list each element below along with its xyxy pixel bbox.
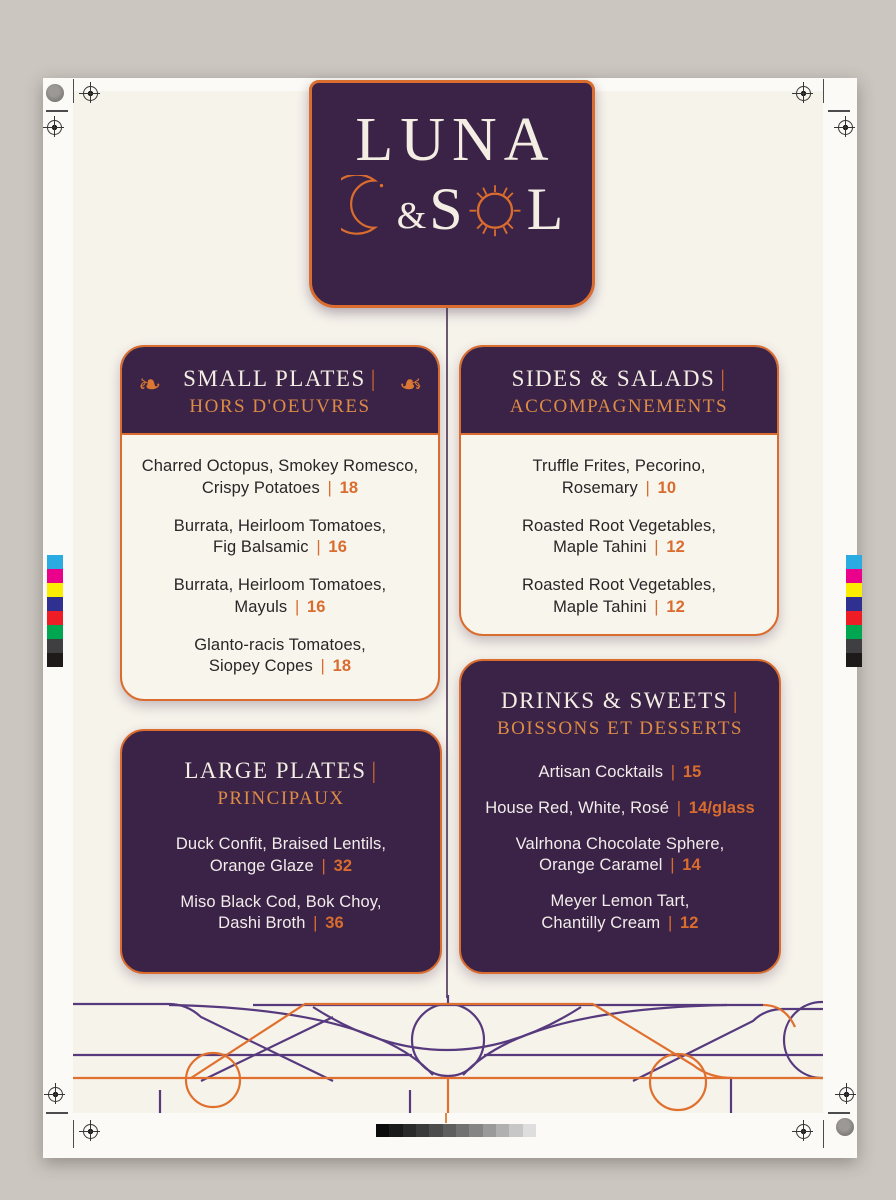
registration-mark-icon <box>796 1124 811 1139</box>
calibration-swatch <box>846 555 862 569</box>
ink-dot-mark <box>46 84 64 102</box>
logo-letter-s: S <box>429 176 463 242</box>
price-divider: | <box>322 478 337 497</box>
color-calibration-bar <box>846 555 862 667</box>
menu-item: Burrata, Heirloom Tomatoes, Fig Balsamic | 16 <box>173 516 387 557</box>
calibration-swatch <box>509 1124 522 1137</box>
section-header <box>122 347 438 435</box>
price: 18 <box>332 657 352 676</box>
section-items <box>122 810 440 955</box>
calibration-swatch <box>47 555 63 569</box>
registration-mark-icon <box>83 1124 98 1139</box>
price-divider: | <box>649 597 664 616</box>
price: 14 <box>682 856 701 875</box>
menu-item: Truffle Frites, Pecorino, Rosemary | 10 <box>532 457 706 497</box>
price: 15 <box>682 763 702 781</box>
menu-item: Meyer Lemon Tart, Chantilly Cream | 12 <box>541 892 699 932</box>
price: 16 <box>307 597 326 616</box>
price: 16 <box>328 538 347 557</box>
section-header <box>461 661 779 740</box>
section-title: LARGE PLATES | <box>184 758 378 783</box>
section-small-plates <box>120 345 440 701</box>
price: 18 <box>339 478 359 497</box>
section-subtitle: ACCOMPAGNEMENTS <box>509 396 729 417</box>
calibration-swatch <box>496 1124 509 1137</box>
calibration-swatch <box>429 1124 442 1137</box>
calibration-swatch <box>376 1124 389 1137</box>
menu-item: Roasted Root Vegetables, Maple Tahini | 12 <box>521 576 717 616</box>
price-divider: | <box>308 914 323 933</box>
price-divider: | <box>666 763 680 781</box>
calibration-swatch <box>846 597 862 611</box>
grayscale-calibration-bar <box>376 1124 536 1137</box>
logo-word-luna: LUNA <box>355 106 556 174</box>
menu-item: Roasted Root Vegetables, Maple Tahini | 12 <box>521 516 717 557</box>
price: 12 <box>666 538 685 557</box>
section-items <box>122 435 438 700</box>
registration-mark-icon <box>47 120 62 135</box>
menu-item: Duck Confit, Braised Lentils, Orange Glaze | 32 <box>175 835 387 875</box>
menu-item: Charred Octopus, Smokey Romesco, Crispy Potatoes | 18 <box>141 457 419 497</box>
connector-line <box>446 302 448 998</box>
calibration-swatch <box>846 583 862 597</box>
section-title: SIDES & SALADS | <box>511 366 727 391</box>
art-deco-decoration <box>73 995 823 1113</box>
calibration-swatch <box>846 611 862 625</box>
price: 12 <box>680 913 699 932</box>
logo-word-sol <box>312 175 592 243</box>
calibration-swatch <box>846 625 862 639</box>
flourish-icon: ❧ <box>398 369 422 400</box>
registration-mark-icon <box>48 1087 63 1102</box>
menu-item: Glanto-racis Tomatoes, Siopey Copes | 18 <box>194 635 366 676</box>
price-divider: | <box>316 856 331 875</box>
price-divider: | <box>649 538 664 557</box>
calibration-swatch <box>846 569 862 583</box>
ink-dot-mark <box>836 1118 854 1136</box>
calibration-swatch <box>47 653 63 667</box>
price-divider: | <box>672 798 686 817</box>
logo-letter-l: L <box>526 176 564 242</box>
price: 10 <box>657 478 677 497</box>
registration-mark-icon <box>796 86 811 101</box>
calibration-swatch <box>846 639 862 653</box>
calibration-swatch <box>456 1124 469 1137</box>
section-drinks-sweets <box>459 659 781 974</box>
registration-mark-icon <box>83 86 98 101</box>
crescent-moon-icon <box>341 175 395 235</box>
price: 14/glass <box>688 798 755 817</box>
price: 12 <box>666 597 685 616</box>
calibration-swatch <box>846 653 862 667</box>
calibration-swatch <box>389 1124 402 1137</box>
section-subtitle: PRINCIPAUX <box>217 788 345 809</box>
calibration-swatch <box>47 583 63 597</box>
section-items <box>461 435 777 636</box>
crop-mark <box>823 1120 825 1148</box>
menu-item: Artisan Cocktails | 15 <box>538 763 702 781</box>
section-large-plates <box>120 729 442 974</box>
sun-icon <box>461 175 529 243</box>
calibration-swatch <box>483 1124 496 1137</box>
menu-item: Valrhona Chocolate Sphere, Orange Caramel | 14 <box>515 834 725 875</box>
calibration-swatch <box>443 1124 456 1137</box>
logo-card <box>309 80 595 308</box>
price: 36 <box>325 914 344 933</box>
section-items <box>461 740 779 955</box>
menu-item: Burrata, Heirloom Tomatoes, Mayuls | 16 <box>173 576 387 616</box>
section-subtitle: BOISSONS ET DESSERTS <box>496 718 743 739</box>
crop-mark <box>46 1112 68 1114</box>
calibration-swatch <box>523 1124 536 1137</box>
crop-mark <box>823 79 825 103</box>
calibration-swatch <box>47 569 63 583</box>
menu-item: Miso Black Cod, Bok Choy, Dashi Broth | 36 <box>180 892 382 933</box>
price-divider: | <box>290 597 305 616</box>
price-divider: | <box>640 478 655 497</box>
registration-mark-icon <box>839 1087 854 1102</box>
calibration-swatch <box>47 597 63 611</box>
crop-mark <box>46 110 68 112</box>
calibration-swatch <box>403 1124 416 1137</box>
section-subtitle: HORS D'OEUVRES <box>189 396 371 417</box>
connector-line <box>445 1113 447 1123</box>
section-title: DRINKS & SWEETS | <box>500 688 740 713</box>
price-divider: | <box>311 538 326 557</box>
crop-mark <box>828 1112 850 1114</box>
calibration-swatch <box>47 639 63 653</box>
calibration-swatch <box>47 625 63 639</box>
color-calibration-bar <box>47 555 63 667</box>
price-divider: | <box>315 657 330 676</box>
flourish-icon: ❧ <box>138 369 162 400</box>
registration-mark-icon <box>838 120 853 135</box>
menu-item: House Red, White, Rosé | 14/glass <box>485 798 755 817</box>
calibration-swatch <box>47 611 63 625</box>
logo-ampersand: & <box>396 195 427 237</box>
calibration-swatch <box>416 1124 429 1137</box>
price-divider: | <box>665 856 680 875</box>
price: 32 <box>333 856 353 875</box>
section-header <box>461 347 777 435</box>
crop-mark <box>828 110 850 112</box>
section-sides-salads <box>459 345 779 636</box>
price-divider: | <box>663 913 678 932</box>
calibration-swatch <box>469 1124 482 1137</box>
crop-mark <box>73 79 75 103</box>
section-title: SMALL PLATES | <box>183 366 377 391</box>
crop-mark <box>73 1120 75 1148</box>
section-header <box>122 731 440 810</box>
